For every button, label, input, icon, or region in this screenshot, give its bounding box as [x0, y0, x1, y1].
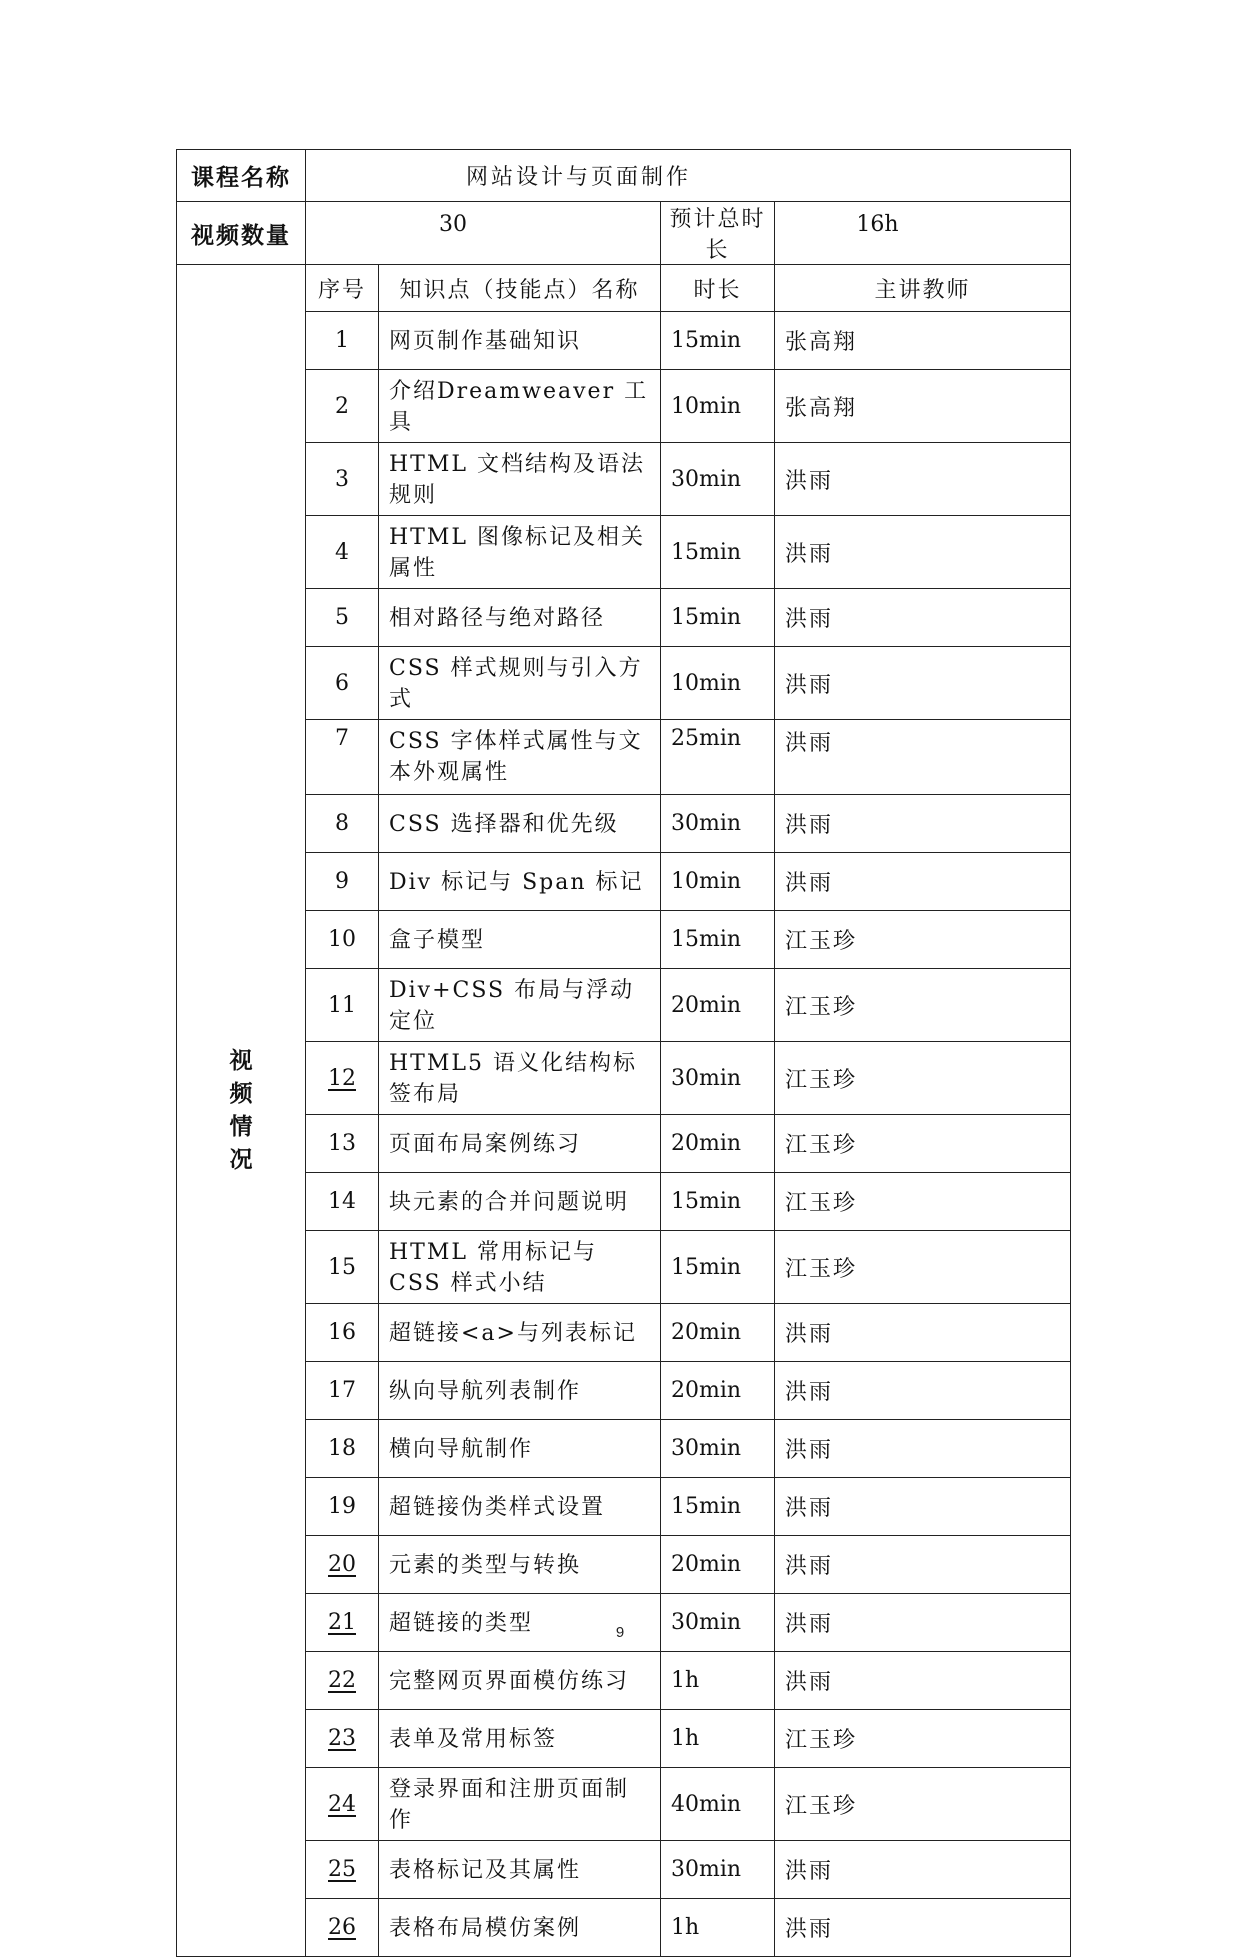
row-duration: 1h	[661, 1652, 775, 1710]
section-label-char: 频	[229, 1080, 253, 1107]
row-duration: 20min	[661, 969, 775, 1042]
row-teacher: 张高翔	[775, 370, 1071, 443]
row-duration: 1h	[661, 1899, 775, 1957]
total-duration-value: 16h	[775, 202, 1071, 265]
row-duration: 30min	[661, 1594, 775, 1652]
row-duration: 40min	[661, 1768, 775, 1841]
row-topic-name: 超链接的类型	[379, 1594, 661, 1652]
section-label-char: 况	[229, 1146, 253, 1173]
row-topic-name: 介绍Dreamweaver 工具	[379, 370, 661, 443]
row-topic-name: HTML 常用标记与 CSS 样式小结	[379, 1231, 661, 1304]
row-index: 20	[306, 1536, 379, 1594]
row-teacher: 江玉珍	[775, 969, 1071, 1042]
row-topic-name: 登录界面和注册页面制作	[379, 1768, 661, 1841]
row-teacher: 洪雨	[775, 516, 1071, 589]
row-duration: 1h	[661, 1710, 775, 1768]
row-topic-name: CSS 选择器和优先级	[379, 795, 661, 853]
row-teacher: 江玉珍	[775, 1231, 1071, 1304]
row-topic-name: 网页制作基础知识	[379, 312, 661, 370]
row-topic-name: 表格标记及其属性	[379, 1841, 661, 1899]
row-teacher: 洪雨	[775, 1362, 1071, 1420]
row-teacher: 洪雨	[775, 443, 1071, 516]
course-name-label: 课程名称	[177, 150, 306, 202]
course-video-table	[176, 149, 1071, 1957]
row-teacher: 张高翔	[775, 312, 1071, 370]
row-teacher: 洪雨	[775, 1652, 1071, 1710]
table-row	[177, 911, 1071, 969]
table-row	[177, 1841, 1071, 1899]
table-row	[177, 1594, 1071, 1652]
row-index: 18	[306, 1420, 379, 1478]
row-index: 16	[306, 1304, 379, 1362]
row-duration: 20min	[661, 1362, 775, 1420]
row-teacher: 江玉珍	[775, 1115, 1071, 1173]
col-name-header: 知识点（技能点）名称	[379, 265, 661, 312]
row-topic-name: Div 标记与 Span 标记	[379, 853, 661, 911]
row-index: 8	[306, 795, 379, 853]
row-duration: 15min	[661, 911, 775, 969]
row-duration: 10min	[661, 647, 775, 720]
row-topic-name: Div+CSS 布局与浮动定位	[379, 969, 661, 1042]
table-row	[177, 1173, 1071, 1231]
table-row	[177, 1768, 1071, 1841]
table-row	[177, 1304, 1071, 1362]
row-duration: 30min	[661, 795, 775, 853]
table-row	[177, 853, 1071, 911]
table-row	[177, 969, 1071, 1042]
row-topic-name: 相对路径与绝对路径	[379, 589, 661, 647]
table-row	[177, 1362, 1071, 1420]
row-duration: 10min	[661, 370, 775, 443]
row-teacher: 洪雨	[775, 1304, 1071, 1362]
table-row	[177, 312, 1071, 370]
row-teacher: 江玉珍	[775, 1042, 1071, 1115]
row-topic-name: CSS 样式规则与引入方式	[379, 647, 661, 720]
row-teacher: 洪雨	[775, 1841, 1071, 1899]
row-topic-name: 元素的类型与转换	[379, 1536, 661, 1594]
row-index: 7	[306, 720, 379, 795]
row-index: 22	[306, 1652, 379, 1710]
table-row	[177, 370, 1071, 443]
row-teacher: 洪雨	[775, 1536, 1071, 1594]
row-topic-name: CSS 字体样式属性与文本外观属性	[379, 720, 661, 795]
video-count-row	[177, 202, 1071, 265]
row-index: 23	[306, 1710, 379, 1768]
row-topic-name: 表格布局模仿案例	[379, 1899, 661, 1957]
table-row	[177, 1231, 1071, 1304]
row-duration: 25min	[661, 720, 775, 795]
course-name-row	[177, 150, 1071, 202]
row-duration: 15min	[661, 1173, 775, 1231]
row-index: 5	[306, 589, 379, 647]
row-index: 10	[306, 911, 379, 969]
row-index: 2	[306, 370, 379, 443]
table-row	[177, 589, 1071, 647]
table-row	[177, 1710, 1071, 1768]
row-duration: 15min	[661, 1478, 775, 1536]
row-index: 12	[306, 1042, 379, 1115]
col-index-header: 序号	[306, 265, 379, 312]
row-teacher: 江玉珍	[775, 1710, 1071, 1768]
page-number: 9	[615, 1624, 625, 1641]
row-index: 21	[306, 1594, 379, 1652]
row-teacher: 洪雨	[775, 1420, 1071, 1478]
table-row	[177, 1652, 1071, 1710]
row-teacher: 洪雨	[775, 795, 1071, 853]
video-count-value: 30	[306, 202, 661, 265]
row-topic-name: 盒子模型	[379, 911, 661, 969]
section-label-char: 视	[229, 1047, 253, 1074]
table-row	[177, 443, 1071, 516]
row-teacher: 洪雨	[775, 589, 1071, 647]
row-index: 25	[306, 1841, 379, 1899]
row-topic-name: HTML5 语义化结构标签布局	[379, 1042, 661, 1115]
row-topic-name: 纵向导航列表制作	[379, 1362, 661, 1420]
row-index: 1	[306, 312, 379, 370]
row-teacher: 江玉珍	[775, 1768, 1071, 1841]
row-index: 3	[306, 443, 379, 516]
row-duration: 15min	[661, 1231, 775, 1304]
row-index: 14	[306, 1173, 379, 1231]
row-index: 9	[306, 853, 379, 911]
row-index: 13	[306, 1115, 379, 1173]
col-duration-header: 时长	[661, 265, 775, 312]
table-row	[177, 647, 1071, 720]
row-index: 19	[306, 1478, 379, 1536]
row-topic-name: 超链接<a>与列表标记	[379, 1304, 661, 1362]
column-header-row	[177, 265, 1071, 312]
row-duration: 10min	[661, 853, 775, 911]
row-teacher: 洪雨	[775, 1478, 1071, 1536]
course-info-sheet	[176, 149, 1070, 1957]
row-topic-name: 表单及常用标签	[379, 1710, 661, 1768]
row-duration: 15min	[661, 312, 775, 370]
row-topic-name: 页面布局案例练习	[379, 1115, 661, 1173]
row-topic-name: HTML 文档结构及语法规则	[379, 443, 661, 516]
row-index: 26	[306, 1899, 379, 1957]
course-name-value: 网站设计与页面制作	[306, 150, 1071, 202]
row-index: 4	[306, 516, 379, 589]
row-duration: 15min	[661, 589, 775, 647]
section-label-char: 情	[229, 1113, 253, 1140]
row-index: 24	[306, 1768, 379, 1841]
row-teacher: 洪雨	[775, 1594, 1071, 1652]
table-row	[177, 1478, 1071, 1536]
row-duration: 30min	[661, 443, 775, 516]
table-row	[177, 1420, 1071, 1478]
table-row	[177, 1115, 1071, 1173]
row-duration: 30min	[661, 1042, 775, 1115]
row-index: 6	[306, 647, 379, 720]
table-row	[177, 516, 1071, 589]
row-index: 11	[306, 969, 379, 1042]
row-topic-name: 横向导航制作	[379, 1420, 661, 1478]
table-row	[177, 1042, 1071, 1115]
table-row	[177, 795, 1071, 853]
table-row	[177, 1536, 1071, 1594]
row-teacher: 洪雨	[775, 720, 1071, 795]
table-row	[177, 720, 1071, 795]
row-duration: 30min	[661, 1420, 775, 1478]
table-row	[177, 1899, 1071, 1957]
row-teacher: 江玉珍	[775, 1173, 1071, 1231]
row-topic-name: 超链接伪类样式设置	[379, 1478, 661, 1536]
total-duration-label: 预计总时长	[661, 202, 775, 265]
row-teacher: 洪雨	[775, 1899, 1071, 1957]
row-topic-name: 块元素的合并问题说明	[379, 1173, 661, 1231]
row-topic-name: HTML 图像标记及相关属性	[379, 516, 661, 589]
row-index: 17	[306, 1362, 379, 1420]
row-teacher: 洪雨	[775, 647, 1071, 720]
video-section-label	[177, 265, 306, 1957]
row-duration: 20min	[661, 1115, 775, 1173]
row-teacher: 江玉珍	[775, 911, 1071, 969]
row-index: 15	[306, 1231, 379, 1304]
row-duration: 20min	[661, 1304, 775, 1362]
row-teacher: 洪雨	[775, 853, 1071, 911]
video-count-label: 视频数量	[177, 202, 306, 265]
row-duration: 15min	[661, 516, 775, 589]
col-teacher-header: 主讲教师	[775, 265, 1071, 312]
row-duration: 20min	[661, 1536, 775, 1594]
row-duration: 30min	[661, 1841, 775, 1899]
row-topic-name: 完整网页界面模仿练习	[379, 1652, 661, 1710]
